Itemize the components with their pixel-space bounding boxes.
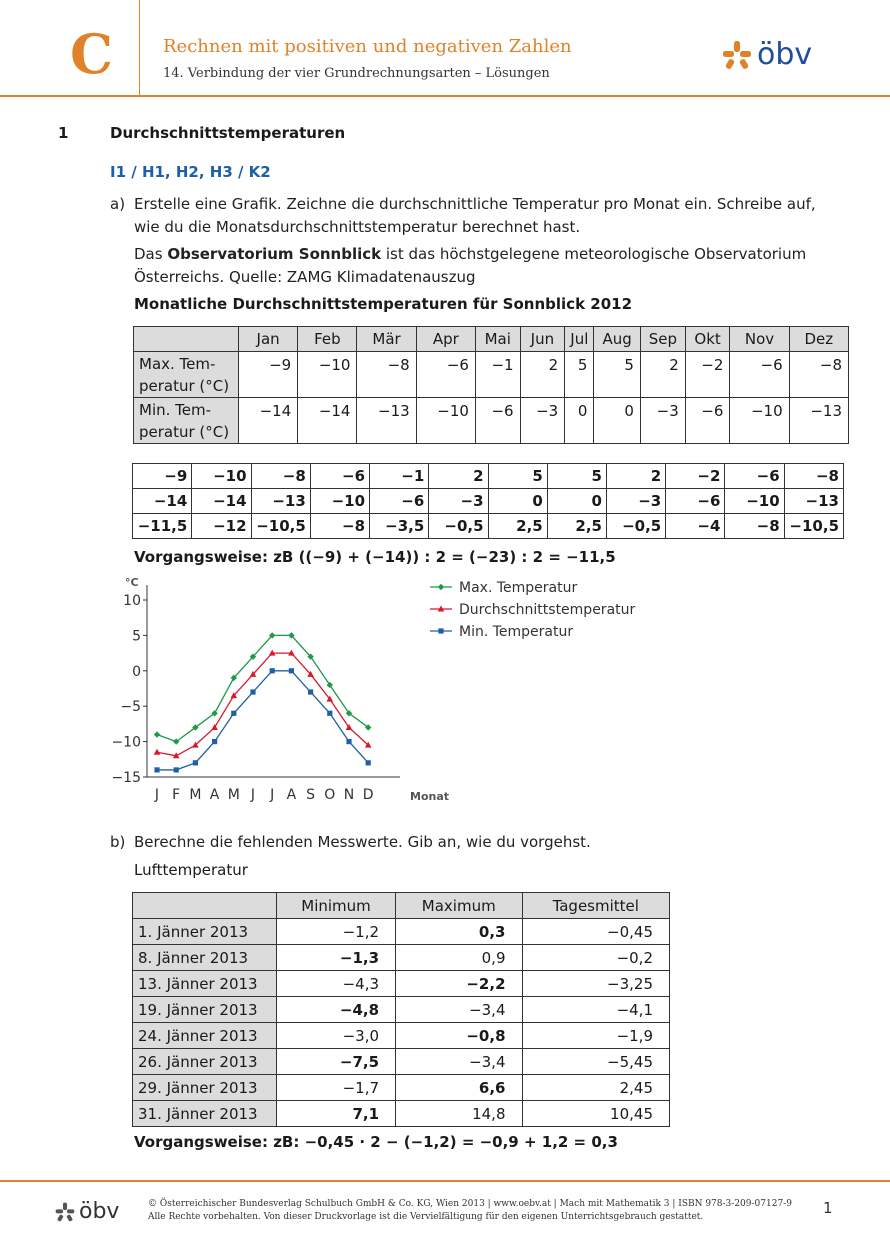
table-cell: −10,5 [784,514,843,539]
data-point [366,760,371,765]
mean-cell: −3,25 [522,971,670,997]
chapter-letter: C [70,22,113,86]
table-cell: −8 [357,352,416,398]
data-point [250,689,255,694]
copyright-line-1: © Österreichischer Bundesverlag Schulbuch GmbH & Co. KG, Wien 2013 | www.oebv.at | Mach mit Mathematik 3 | ISBN 978-3-209-07127-9 [148,1199,792,1209]
month-header: Dez [789,327,848,352]
table-cell: −12 [192,514,251,539]
x-tick-label: M [227,787,240,803]
table-cell: −6 [370,489,429,514]
date-cell: 13. Jänner 2013 [133,971,277,997]
table-cell: −3,5 [370,514,429,539]
logo-wordmark: öbv [757,37,813,72]
y-tick-label: 10 [123,593,141,609]
table-cell: −3 [429,489,488,514]
column-header [133,893,277,919]
x-tick-label: F [172,787,181,803]
min-cell: −4,3 [277,971,396,997]
y-tick-label: 5 [132,628,141,645]
x-tick-label: N [343,787,355,803]
x-tick-label: A [209,787,220,803]
table-cell: −10 [416,398,475,444]
table-corner [134,327,239,352]
table-cell: −8 [784,464,843,489]
part-b-task: Berechne die fehlenden Messwerte. Gib an, wie du vorgehst. [134,833,591,851]
row-header-line: Min. Tem- [139,401,212,419]
data-point [154,767,159,772]
table-cell: −6 [666,489,725,514]
copyright [148,1198,792,1224]
table-row [133,945,670,971]
month-header: Jun [520,327,565,352]
data-point [346,739,351,744]
x-tick-label: D [362,787,374,803]
mean-cell: 10,45 [522,1101,670,1127]
air-temperature-table [132,892,670,1127]
max-cell: −3,4 [396,997,522,1023]
table-row [133,489,844,514]
mean-cell: −5,45 [522,1049,670,1075]
max-cell: −3,4 [396,1049,522,1075]
table-row [133,1075,670,1101]
max-cell: 0,3 [396,919,522,945]
table-row [134,352,849,398]
y-tick-label: −10 [111,734,141,751]
min-cell: −7,5 [277,1049,396,1075]
table-cell: −9 [133,464,192,489]
date-cell: 31. Jänner 2013 [133,1101,277,1127]
page-number: 1 [823,1199,833,1217]
table-cell: −10 [725,489,784,514]
row-header-line: Max. Tem- [139,355,216,373]
y-axis-label: °C [125,576,139,589]
table-cell: −3 [640,398,685,444]
table-cell: −9 [239,352,298,398]
table-cell: −14 [298,398,357,444]
part-a-task: Erstelle eine Grafik. Zeichne die durchschnittliche Temperatur pro Monat ein. Schreibe auf, wie du die Monatsdurchschnittstemperatur berechnet hast. [134,195,816,236]
asterisk-logo-icon [722,40,752,70]
air-temp-caption: Lufttemperatur [134,861,248,879]
table-cell: −4 [666,514,725,539]
data-point [231,711,236,716]
data-point [154,731,160,737]
x-tick-label: A [286,787,297,803]
month-header: Jul [565,327,594,352]
column-header: Tagesmittel [522,893,670,919]
min-cell: −3,0 [277,1023,396,1049]
solution-table [132,463,844,539]
min-cell: −1,2 [277,919,396,945]
exercise-number: 1 [58,124,69,142]
table-cell: −6 [685,398,730,444]
part-a-label: a) [110,195,126,213]
table-cell: −10 [298,352,357,398]
table-cell: 0 [488,489,547,514]
min-cell: −4,8 [277,997,396,1023]
date-cell: 19. Jänner 2013 [133,997,277,1023]
table-row [133,919,670,945]
x-tick-label: O [324,787,336,803]
table-cell: −14 [239,398,298,444]
max-cell: 14,8 [396,1101,522,1127]
y-tick-label: −15 [111,770,141,786]
exercise-title: Durchschnittstemperaturen [110,124,346,142]
procedure-b: Vorgangsweise: zB: −0,45 · 2 − (−1,2) = −0,9 + 1,2 = 0,3 [134,1133,618,1151]
procedure-a: Vorgangsweise: zB ((−9) + (−14)) : 2 = (−23) : 2 = −11,5 [134,548,616,566]
table-cell: −6 [310,464,369,489]
table-cell: −1 [370,464,429,489]
table-row [133,514,844,539]
table-cell: 2 [640,352,685,398]
table-cell: −8 [251,464,310,489]
min-cell: 7,1 [277,1101,396,1127]
table-cell: −3 [606,489,665,514]
data-point [212,739,217,744]
row-header-line: peratur (°C) [139,377,230,395]
table-cell: −3 [520,398,565,444]
month-header: Mär [357,327,416,352]
competence-tags: I1 / H1, H2, H3 / K2 [110,163,271,181]
table-cell: −2 [666,464,725,489]
table-cell: 2 [520,352,565,398]
x-tick-label: J [154,787,160,803]
column-header: Minimum [277,893,396,919]
table-cell: 2,5 [488,514,547,539]
mean-cell: 2,45 [522,1075,670,1101]
table-cell: −6 [725,464,784,489]
table-cell: −13 [357,398,416,444]
note-prefix: Das [134,245,168,263]
table-cell: −6 [475,398,520,444]
data-point [327,711,332,716]
data-point [193,760,198,765]
table-cell: 2,5 [547,514,606,539]
month-header: Feb [298,327,357,352]
max-cell: 6,6 [396,1075,522,1101]
date-cell: 26. Jänner 2013 [133,1049,277,1075]
data-point [154,749,161,755]
footer-wordmark: öbv [79,1199,120,1224]
month-header: Okt [685,327,730,352]
header-divider [0,95,890,97]
table-cell: −14 [192,489,251,514]
table-cell: −0,5 [606,514,665,539]
data-point [289,668,294,673]
x-tick-label: J [270,787,275,803]
table-cell: −13 [251,489,310,514]
legend-marker [438,628,443,633]
table-row [134,398,849,444]
mean-cell: −4,1 [522,997,670,1023]
mean-cell: −1,9 [522,1023,670,1049]
table-cell: −10 [310,489,369,514]
mean-cell: −0,45 [522,919,670,945]
month-header: Mai [475,327,520,352]
date-cell: 24. Jänner 2013 [133,1023,277,1049]
table-cell: −14 [133,489,192,514]
mean-cell: −0,2 [522,945,670,971]
table-cell: 5 [488,464,547,489]
legend-label: Max. Temperatur [459,580,578,596]
series-line [157,653,368,756]
asterisk-logo-icon [55,1202,75,1222]
min-cell: −1,3 [277,945,396,971]
footer-divider [0,1180,890,1182]
table-cell: −8 [725,514,784,539]
table-cell: 5 [565,352,594,398]
x-tick-label: J [250,787,256,803]
source-note [134,243,824,289]
min-cell: −1,7 [277,1075,396,1101]
publisher-logo [722,37,813,72]
row-header [134,398,239,444]
table-row [133,997,670,1023]
table-row [133,1101,670,1127]
table-cell: −11,5 [133,514,192,539]
table-cell: −1 [475,352,520,398]
table-cell: −6 [730,352,789,398]
row-header-line: peratur (°C) [139,423,230,441]
date-cell: 8. Jänner 2013 [133,945,277,971]
series-line [157,635,368,741]
max-cell: −0,8 [396,1023,522,1049]
table-cell: −0,5 [429,514,488,539]
table-header-row [133,893,670,919]
table-cell: 2 [429,464,488,489]
date-cell: 29. Jänner 2013 [133,1075,277,1101]
table-cell: −8 [789,352,848,398]
table-cell: −2 [685,352,730,398]
data-point [308,689,313,694]
table-row [133,1023,670,1049]
table-row [133,971,670,997]
copyright-line-2: Alle Rechte vorbehalten. Von dieser Druckvorlage ist die Vervielfältigung für den eigenen Unterrichtsgebrauch gestattet. [148,1212,704,1222]
table-cell: 2 [606,464,665,489]
x-axis-label: Monat [410,790,450,803]
footer-logo [55,1201,119,1223]
month-header: Apr [416,327,475,352]
data-point [270,668,275,673]
table-cell: 5 [547,464,606,489]
table-cell: −8 [310,514,369,539]
legend-label: Min. Temperatur [459,624,574,640]
part-b-label: b) [110,833,126,851]
table-cell: −10,5 [251,514,310,539]
legend-label: Durchschnittstemperatur [459,602,636,618]
chapter-letter-box [0,0,140,95]
table-cell: −6 [416,352,475,398]
date-cell: 1. Jänner 2013 [133,919,277,945]
x-tick-label: M [189,787,202,803]
y-tick-label: 0 [132,663,141,680]
note-suffix: ist das höchstgelegene meteorologische Observatorium Österreichs. Quelle: ZAMG Klimadatenauszug [134,245,807,286]
x-tick-label: S [306,787,316,803]
chapter-title: Rechnen mit positiven und negativen Zahlen [163,36,572,57]
month-header: Sep [640,327,685,352]
table-row [133,464,844,489]
y-tick-label: −5 [120,699,141,716]
table-cell: 0 [565,398,594,444]
max-cell: −2,2 [396,971,522,997]
table-cell: 0 [547,489,606,514]
table-cell: −13 [784,489,843,514]
temperature-line-chart [100,570,660,810]
table-row [133,1049,670,1075]
column-header: Maximum [396,893,522,919]
table-cell: 5 [594,352,640,398]
temperature-table [133,326,849,444]
chapter-subtitle: 14. Verbindung der vier Grundrechnungsarten – Lösungen [163,66,550,81]
table-header-row [134,327,849,352]
table-cell: 0 [594,398,640,444]
max-cell: 0,9 [396,945,522,971]
table-cell: −10 [730,398,789,444]
table-cell: −13 [789,398,848,444]
note-bold: Observatorium Sonnblick [167,245,382,263]
legend-marker [438,584,444,590]
series-line [157,671,368,770]
month-header: Aug [594,327,640,352]
data-point [174,767,179,772]
month-header: Nov [730,327,789,352]
row-header [134,352,239,398]
table-cell: −10 [192,464,251,489]
table-caption: Monatliche Durchschnittstemperaturen für Sonnblick 2012 [134,295,633,313]
month-header: Jan [239,327,298,352]
